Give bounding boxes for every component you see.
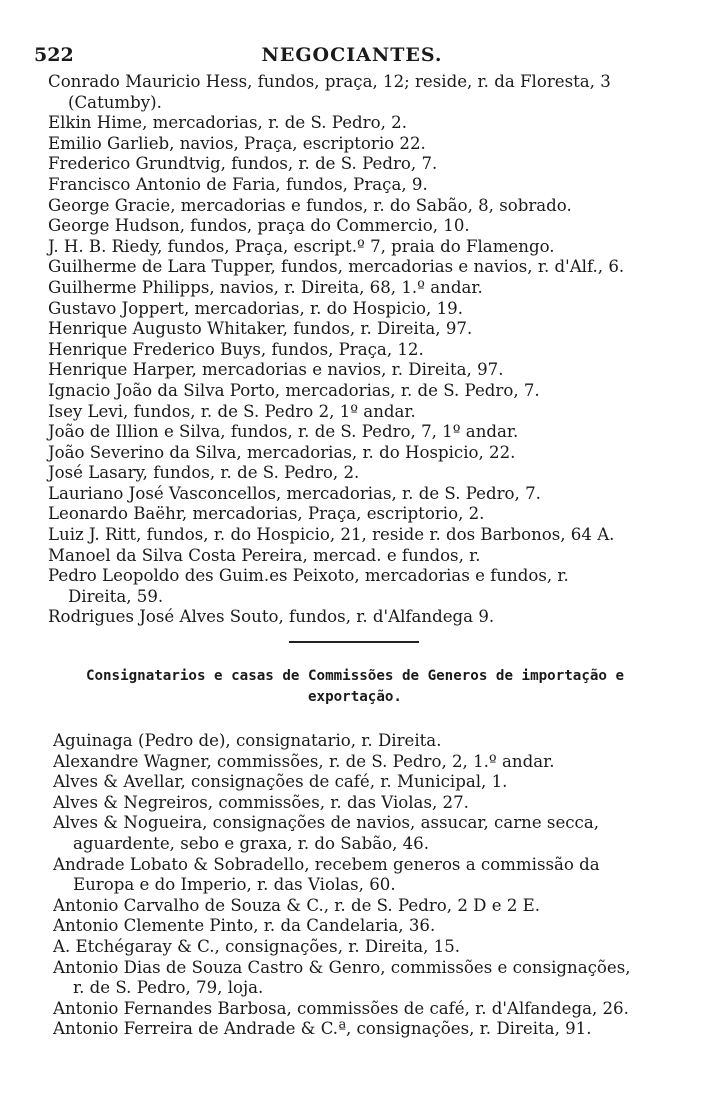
list-entry: Francisco Antonio de Faria, fundos, Praça, 9. xyxy=(48,174,428,194)
list-entry: Henrique Augusto Whitaker, fundos, r. Direita, 97. xyxy=(48,319,473,339)
section-divider xyxy=(289,641,419,643)
list-entry: Manoel da Silva Costa Pereira, mercad. e fundos, r. xyxy=(48,545,481,565)
list-entry: Lauriano José Vasconcellos, mercadorias, r. de S. Pedro, 7. xyxy=(48,483,541,503)
list-entry: Leonardo Baëhr, mercadorias, Praça, escriptorio, 2. xyxy=(48,504,485,524)
list-entry: Alves & Nogueira, consignações de navios, assucar, carne secca, aguardente, sebo e graxa, r. do Sabão, 46. xyxy=(53,813,600,853)
list-entry: João Severino da Silva, mercadorias, r. do Hospicio, 22. xyxy=(48,442,516,462)
list-entry: Henrique Frederico Buys, fundos, Praça, 12. xyxy=(48,339,424,359)
running-title: NEGOCIANTES. xyxy=(261,44,443,66)
list-entry: Pedro Leopoldo des Guim.es Peixoto, mercadorias e fundos, r. Direita, 59. xyxy=(48,566,569,606)
list-entry: Alves & Negreiros, commissões, r. das Violas, 27. xyxy=(53,792,469,812)
section-heading xyxy=(80,666,630,708)
list-entry: Andrade Lobato & Sobradello, recebem generos a commissão da Europa e do Imperio, r. das Violas, 60. xyxy=(53,854,600,895)
list-entry: Guilherme Philipps, navios, r. Direita, 68, 1.º andar. xyxy=(48,277,483,297)
list-entry: João de Illion e Silva, fundos, r. de S. Pedro, 7, 1º andar. xyxy=(48,422,519,442)
list-entry: Alves & Avellar, consignações de café, r. Municipal, 1. xyxy=(53,772,508,792)
list-entry: Luiz J. Ritt, fundos, r. do Hospicio, 21, reside r. dos Barbonos, 64 A. xyxy=(48,525,615,545)
negociantes-list xyxy=(48,72,633,628)
list-entry: Antonio Clemente Pinto, r. da Candelaria, 36. xyxy=(53,916,436,936)
list-entry: Ignacio João da Silva Porto, mercadorias, r. de S. Pedro, 7. xyxy=(48,380,540,400)
list-entry: Conrado Mauricio Hess, fundos, praça, 12; reside, r. da Floresta, 3 (Catumby). xyxy=(48,72,611,112)
list-entry: A. Etchégaray & C., consignações, r. Direita, 15. xyxy=(53,936,461,956)
list-entry: J. H. B. Riedy, fundos, Praça, escript.º 7, praia do Flamengo. xyxy=(48,236,555,256)
list-entry: Guilherme de Lara Tupper, fundos, mercadorias e navios, r. d'Alf., 6. xyxy=(48,257,625,277)
page-number: 522 xyxy=(34,44,74,66)
list-entry: Henrique Harper, mercadorias e navios, r. Direita, 97. xyxy=(48,360,504,380)
page-header xyxy=(0,44,704,68)
list-entry: Aguinaga (Pedro de), consignatario, r. Direita. xyxy=(53,731,442,750)
list-entry: Antonio Dias de Souza Castro & Genro, commissões e consignações, r. de S. Pedro, 79, loja. xyxy=(53,957,631,998)
list-entry: Gustavo Joppert, mercadorias, r. do Hospicio, 19. xyxy=(48,298,463,318)
list-entry: Isey Levi, fundos, r. de S. Pedro 2, 1º andar. xyxy=(48,401,416,421)
list-entry: Emilio Garlieb, navios, Praça, escriptorio 22. xyxy=(48,133,426,153)
section-heading-line: Consignatarios e casas de Commissões de Generos de importação e xyxy=(85,668,625,684)
list-entry: Antonio Carvalho de Souza & C., r. de S. Pedro, 2 D e 2 E. xyxy=(53,895,541,915)
list-entry: Frederico Grundtvig, fundos, r. de S. Pedro, 7. xyxy=(48,154,438,174)
list-entry: Antonio Fernandes Barbosa, commissões de café, r. d'Alfandega, 26. xyxy=(53,998,629,1018)
list-entry: Antonio Ferreira de Andrade & C.ª, consignações, r. Direita, 91. xyxy=(53,1019,592,1039)
list-entry: George Hudson, fundos, praça do Commercio, 10. xyxy=(48,216,470,236)
list-entry: George Gracie, mercadorias e fundos, r. do Sabão, 8, sobrado. xyxy=(48,195,572,215)
list-entry: Rodrigues José Alves Souto, fundos, r. d'Alfandega 9. xyxy=(48,607,495,627)
list-entry: Elkin Hime, mercadorias, r. de S. Pedro, 2. xyxy=(48,113,407,133)
consignatarios-list xyxy=(53,731,633,1040)
list-entry: Alexandre Wagner, commissões, r. de S. Pedro, 2, 1.º andar. xyxy=(53,751,555,771)
section-heading-line: exportação. xyxy=(308,689,402,705)
list-entry: José Lasary, fundos, r. de S. Pedro, 2. xyxy=(48,463,360,483)
